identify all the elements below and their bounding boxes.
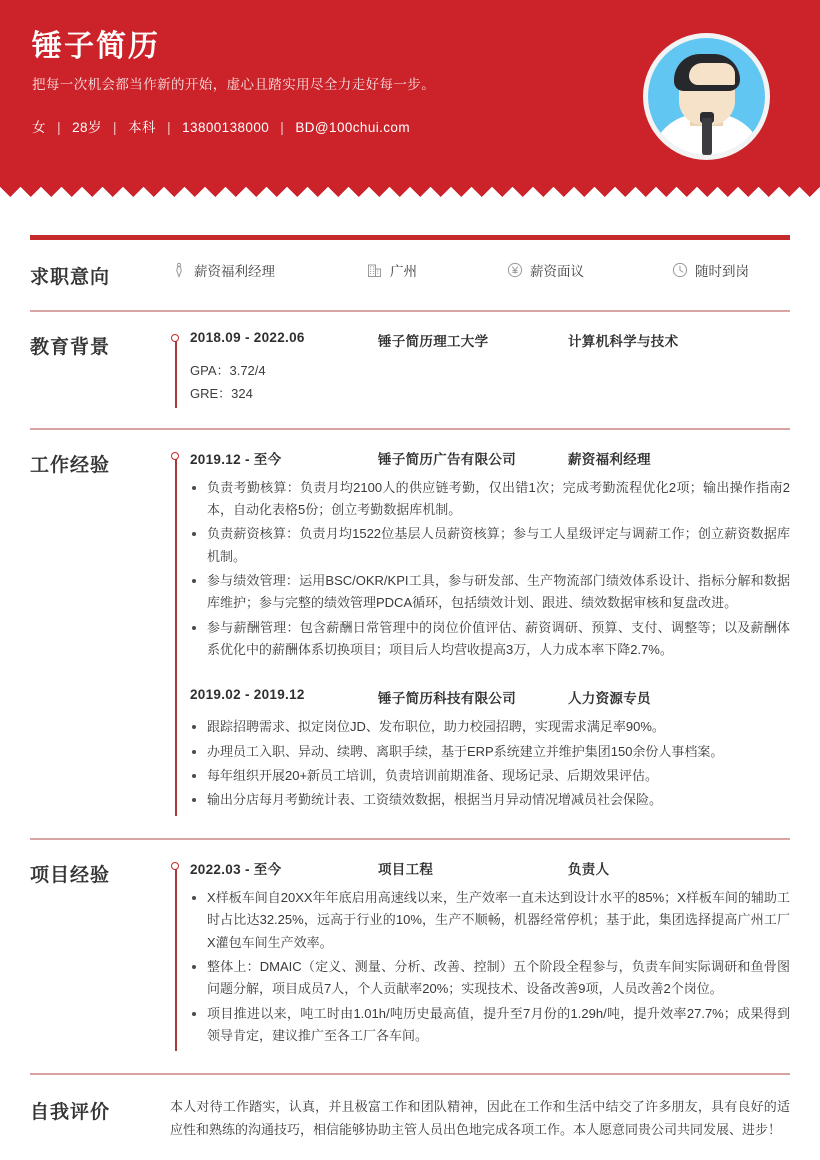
timeline-line <box>175 338 177 408</box>
section-body-education <box>170 330 790 408</box>
zigzag-edge <box>0 184 820 198</box>
project-entry-head <box>190 858 790 878</box>
education-major: 计算机科学与技术 <box>568 334 679 349</box>
timeline-line <box>175 456 177 816</box>
list-item: 每年组织开展20+新员工培训，负责培训前期准备、现场记录、后期效果评估。 <box>190 765 790 787</box>
education-gre: GRE：324 <box>190 385 253 401</box>
work-company: 锤子简历科技有限公司 <box>378 691 516 707</box>
work-entry-head <box>190 448 790 468</box>
section-title-job-intent: 求职意向 <box>30 267 111 288</box>
building-icon <box>366 262 383 279</box>
candidate-meta <box>32 116 592 136</box>
list-item: 输出分店每月考勤统计表、工资绩效数据，根据当月异动情况增减员社会保险。 <box>190 789 790 811</box>
intent-salary-label: 薪资面议 <box>530 264 584 279</box>
work-entry <box>190 687 790 815</box>
clock-icon <box>671 262 688 279</box>
education-school: 锤子简历理工大学 <box>378 334 489 349</box>
list-item: 负责薪资核算：负责月均1522位基层人员薪资核算；参与工人星级评定与调薪工作；创立薪资数据库机制。 <box>190 523 790 568</box>
education-date: 2018.09 - 2022.06 <box>190 330 305 345</box>
list-item: 项目推进以来，吨工时由1.01h/吨历史最高值，提升至7月份的1.29h/吨，提升效率27.7%；成果得到领导肯定，建议推广至各工厂各车间。 <box>190 1003 790 1048</box>
list-item: 跟踪招聘需求、拟定岗位JD、发布职位，助力校园招聘，实现需求满足率90%。 <box>190 716 790 738</box>
work-role: 薪资福利经理 <box>568 451 651 467</box>
project-date: 2022.03 - 至今 <box>190 861 282 877</box>
section-education <box>30 312 790 428</box>
project-entry <box>190 858 790 1052</box>
section-work-experience <box>30 430 790 838</box>
meta-age: 28岁 <box>72 120 102 136</box>
list-item: 整体上：DMAIC（定义、测量、分析、改善、控制）五个阶段全程参与，负责车间实际调研和鱼骨图问题分解，项目成员7人，个人贡献率20%；实现技术、设备改善9项，人员改善2个岗位。 <box>190 956 790 1001</box>
candidate-name: 锤子简历 <box>32 30 160 63</box>
work-date: 2019.12 - 至今 <box>190 451 282 467</box>
timeline-dot <box>171 452 179 460</box>
work-entry <box>190 448 790 666</box>
avatar <box>643 33 770 160</box>
meta-phone: 13800138000 <box>182 120 270 136</box>
avatar-tie <box>702 118 712 155</box>
section-body-job-intent <box>170 260 790 289</box>
work-entry-head <box>190 687 790 707</box>
section-self-evaluation <box>30 1075 790 1160</box>
list-item: X样板车间自20XX年年底启用高速线以来，生产效率一直未达到设计水平的85%；X样板车间的辅助工时占比达32.25%，远高于行业的10%，生产不顺畅，机器经常停机；基于此，集团选择提高广州工厂X灌包车间生产效率。 <box>190 887 790 954</box>
section-project-experience <box>30 840 790 1074</box>
meta-separator: | <box>113 120 117 136</box>
intent-item-salary <box>506 260 671 280</box>
project-timeline <box>170 858 790 1052</box>
resume-header <box>0 0 820 198</box>
work-date: 2019.02 - 2019.12 <box>190 687 305 703</box>
meta-separator: | <box>57 120 61 136</box>
education-timeline <box>170 330 790 408</box>
header-text-block <box>32 28 592 136</box>
section-title-education: 教育背景 <box>30 337 111 358</box>
intent-availability-label: 随时到岗 <box>695 264 749 279</box>
timeline-line <box>175 866 177 1052</box>
intent-item-city <box>366 260 506 280</box>
intent-city-label: 广州 <box>390 264 417 279</box>
candidate-motto: 把每一次机会都当作新的开始，虚心且踏实用尽全力走好每一步。 <box>32 76 436 92</box>
intent-item-position <box>170 260 366 280</box>
meta-separator: | <box>280 120 285 136</box>
list-item: 办理员工入职、异动、续聘、离职手续，基于ERP系统建立并维护集团150余份人事档案。 <box>190 741 790 763</box>
education-entry-head <box>190 330 790 350</box>
resume-body <box>0 235 820 1160</box>
yen-icon <box>506 262 523 279</box>
list-item: 参与绩效管理：运用BSC/OKR/KPI工具，参与研发部、生产物流部门绩效体系设计、指标分解和数据库维护；参与完整的绩效管理PDCA循环，包括绩效计划、跟进、绩效数据审核和复盘改进。 <box>190 570 790 615</box>
timeline-dot <box>171 862 179 870</box>
section-body-self-evaluation <box>170 1095 790 1141</box>
work-company: 锤子简历广告有限公司 <box>378 451 516 467</box>
education-entry <box>190 330 790 408</box>
intent-item-availability <box>671 260 749 280</box>
education-gpa: GPA：3.72/4 <box>190 363 266 378</box>
list-item: 参与薪酬管理：包含薪酬日常管理中的岗位价值评估、薪资调研、预算、支付、调整等；以及薪酬体系优化中的薪酬体系切换项目；项目后人均营收提高3万，人力成本率下降2.7%。 <box>190 617 790 662</box>
avatar-disc <box>648 38 765 155</box>
meta-email: BD@100chui.com <box>295 120 410 136</box>
meta-separator: | <box>167 120 171 136</box>
list-item: 负责考勤核算：负责月均2100人的供应链考勤，仅出错1次；完成考勤流程优化2项；输出操作指南2本，自动化表格5份；创立考勤数据库机制。 <box>190 477 790 522</box>
project-name: 项目工程 <box>378 861 434 877</box>
section-job-intent <box>30 240 790 310</box>
work-points <box>190 477 790 662</box>
section-title-project-experience: 项目经验 <box>30 864 111 886</box>
section-title-self-evaluation: 自我评价 <box>30 1102 111 1124</box>
project-points <box>190 887 790 1048</box>
work-points <box>190 716 790 811</box>
project-role: 负责人 <box>568 861 610 877</box>
self-evaluation-text: 本人对待工作踏实，认真，并且极富工作和团队精神，因此在工作和生活中结交了许多朋友，具有良好的适应性和熟练的沟通技巧，相信能够协助主管人员出色地完成各项工作。本人愿意同贵公司共同发展、进步！ <box>170 1099 790 1138</box>
section-body-project-experience <box>170 858 790 1052</box>
meta-education: 本科 <box>128 120 156 136</box>
work-role: 人力资源专员 <box>568 691 651 707</box>
education-details <box>190 360 790 406</box>
intent-row <box>170 260 790 280</box>
tie-icon <box>170 262 187 279</box>
work-timeline <box>170 448 790 816</box>
meta-gender: 女 <box>32 120 46 136</box>
section-body-work-experience <box>170 448 790 816</box>
avatar-hair <box>674 54 740 91</box>
intent-position-label: 薪资福利经理 <box>194 264 275 279</box>
timeline-dot <box>171 334 179 342</box>
section-title-work-experience: 工作经验 <box>30 454 111 476</box>
